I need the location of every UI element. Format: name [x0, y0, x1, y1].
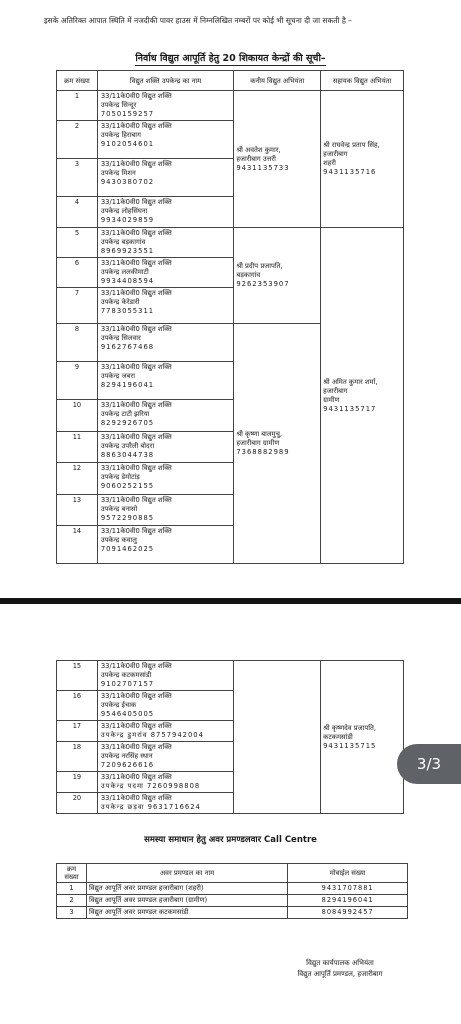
table-row: 14 33/11के0वी0 विद्युत शक्ति उपकेन्द्र कवालु 7091462025 [57, 526, 404, 564]
header-subdivision: अवर प्रमण्डल का नाम [86, 864, 287, 883]
table-row: 1 विद्युत आपूर्ति अवर प्रमण्डल हजारीबाग (शहरी) 9431707881 [57, 883, 408, 895]
table-row: 2 विद्युत आपूर्ति अवर प्रमण्डल हजारीबाग (ग्रामीण) 8294196041 [57, 895, 408, 907]
table-row: 19 33/11के0वी0 विद्युत शक्ति उपकेन्द्र पदमा 7260998808 [57, 772, 404, 793]
header-serial: क्रम संख्या [57, 71, 98, 91]
table-row: 16 33/11के0वी0 विद्युत शक्ति उपकेन्द्र ईचाक 9546405005 [57, 691, 404, 721]
table-row: 13 33/11के0वी0 विद्युत शक्ति उपकेन्द्र बनासो 9572290885 [57, 495, 404, 526]
table-row: 10 33/11के0वी0 विद्युत शक्ति उपकेन्द्र टाटी झरिया 8292926705 [57, 400, 404, 432]
complaint-centers-table [56, 70, 404, 564]
table-row: 18 33/11के0वी0 विद्युत शक्ति उपकेन्द्र नरसिंह स्थान 7209626616 [57, 742, 404, 772]
table-row: 17 33/11के0वी0 विद्युत शक्ति उपकेन्द्र डुमरांव 8757942004 [57, 721, 404, 742]
page-indicator[interactable]: 3/3 [397, 744, 461, 784]
call-centre-title: समस्या समाधान हेतु अवर प्रमण्डलवार Call Centre [144, 835, 317, 845]
table-row: 3 विद्युत आपूर्ति अवर प्रमण्डल कटकमसांडी 8084992457 [57, 907, 408, 919]
call-centre-table [56, 863, 408, 919]
je-cell-1: श्री अवतेश कुमार, हजारीबाग उत्तरी 9431135733 [234, 91, 321, 228]
je-cell-3: श्री कृष्णा बालमुचु, हजारीबाग ग्रामीण 7368882989 [234, 324, 321, 564]
table-row: 6 33/11के0वी0 विद्युत शक्ति उपकेन्द्र ललकीमाटी 9934408594 [57, 258, 404, 288]
header-serial: क्रम संख्या [57, 864, 87, 883]
list-title: निर्वाध विद्युत आपूर्ति हेतु 20 शिकायत केन्द्रों की सूची– [135, 53, 326, 64]
ae-cell-1: श्री राघवेन्द्र प्रताप सिंह, हजारीबाग शहरी 9431135716 [321, 91, 404, 228]
intro-text: इसके अतिरिक्त आपात स्थिति में नजदीकी पावर हाउस में निम्नलिखित नम्बरों पर कोई भी सूचना दी जा सकती है – [44, 16, 352, 25]
header-assistant-engineer: सहायक विद्युत अभियंता [321, 71, 404, 91]
table-row: 9 33/11के0वी0 विद्युत शक्ति उपकेन्द्र जबरा 8294196041 [57, 362, 404, 400]
je-cell-empty [234, 661, 321, 814]
je-cell-2: श्री प्रदीप प्रजापति, बड़कागांव 9262353907 [234, 228, 321, 324]
table-row: 5 33/11के0वी0 विद्युत शक्ति उपकेन्द्र बड़कागांव 8969923551 श्री प्रदीप प्रजापति, बड़कागांव 9262353907 श्री अमित कुमार शर्मा, हजारीबाग ग्रामीण 9431135717 [57, 228, 404, 258]
table-row: 8 33/11के0वी0 विद्युत शक्ति उपकेन्द्र सिलवार 9162767468 श्री कृष्णा बालमुचु, हजारीबाग ग्रामीण 7368882989 [57, 324, 404, 362]
table-row: 20 33/11के0वी0 विद्युत शक्ति उपकेन्द्र छड़वा 9631716624 [57, 793, 404, 814]
table-row: 11 33/11के0वी0 विद्युत शक्ति उपकेन्द्र उपरैली बोदरा 8863044738 [57, 432, 404, 463]
table-row: 1 33/11के0वी0 विद्युत शक्ति उपकेन्द्र सिन्दूर 7050159257 श्री अवतेश कुमार, हजारीबाग उत्तरी 9431135733 श्री राघवेन्द्र प्रताप सिंह, हजारीबाग शहरी 9431135716 [57, 91, 404, 121]
table-row: 4 33/11के0वी0 विद्युत शक्ति उपकेन्द्र लोहसिंघना 9934029859 [57, 197, 404, 228]
table-row: 7 33/11के0वी0 विद्युत शक्ति उपकेन्द्र केरेडारी 7783055311 [57, 288, 404, 324]
table-row: 12 33/11के0वी0 विद्युत शक्ति उपकेन्द्र डेमोटांड़ 9060252155 [57, 463, 404, 495]
header-substation: विद्युत शक्ति उपकेन्द्र का नाम [97, 71, 233, 91]
header-junior-engineer: कनीय विद्युत अभियंता [234, 71, 321, 91]
signature-block: विद्युत कार्यपालक अभियंता विद्युत आपूर्ति प्रमण्डल, हजारीबाग [297, 959, 383, 978]
header-mobile: मोबाईल संख्या [288, 864, 408, 883]
table-row: 15 33/11के0वी0 विद्युत शक्ति उपकेन्द्र कटकमसांडी 9102707157 श्री कृष्णदेव प्रजापति, कटकमसांडी 9431135715 [57, 661, 404, 691]
ae-cell-3: श्री कृष्णदेव प्रजापति, कटकमसांडी 9431135715 [321, 661, 404, 814]
page-divider [0, 598, 461, 604]
ae-cell-2: श्री अमित कुमार शर्मा, हजारीबाग ग्रामीण 9431135717 [321, 228, 404, 564]
table-row: 2 33/11के0वी0 विद्युत शक्ति उपकेन्द्र हिराबाग 9102054601 [57, 121, 404, 159]
complaint-centers-table-continued [56, 660, 404, 814]
table-row: 3 33/11के0वी0 विद्युत शक्ति उपकेन्द्र मिशन 9430380702 [57, 159, 404, 197]
